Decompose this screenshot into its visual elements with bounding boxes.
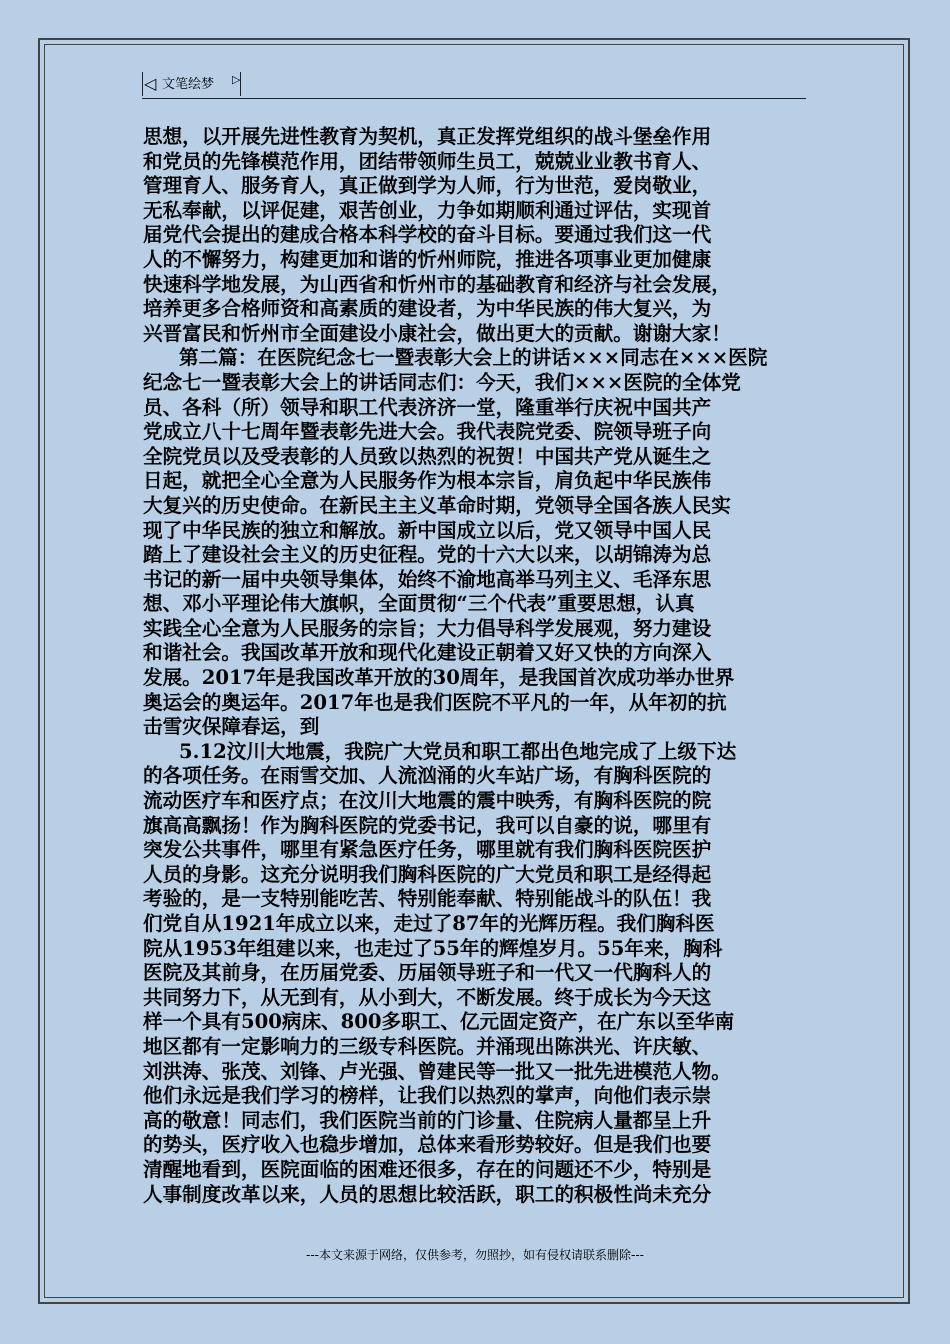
body-line: 共同努力下，从无到有，从小到大，不断发展。终于成长为今天这 <box>143 985 712 1009</box>
body-line: 书记的新一届中央领导集体，始终不渝地高举马列主义、毛泽东思 <box>143 567 712 591</box>
body-line: 旗高高飘扬！作为胸科医院的党委书记，我可以自豪的说，哪里有 <box>143 813 712 837</box>
body-line: 兴晋富民和忻州市全面建设小康社会，做出更大的贡献。谢谢大家！ <box>143 321 731 345</box>
body-line: 他们永远是我们学习的榜样，让我们以热烈的掌声，向他们表示崇 <box>143 1084 712 1108</box>
body-line: 快速科学地发展，为山西省和忻州市的基础教育和经济与社会发展， <box>143 272 731 296</box>
body-line: 流动医疗车和医疗点；在汶川大地震的震中映秀，有胸科医院的院 <box>143 789 712 813</box>
triangle-right-icon: ▷ <box>232 73 241 86</box>
body-line: 突发公共事件，哪里有紧急医疗任务，哪里就有我们胸科医院医护 <box>143 838 712 862</box>
body-line: 击雪灾保障春运，到 <box>143 715 320 739</box>
page-header <box>142 70 806 99</box>
body-line: 医院及其前身，在历届党委、历届领导班子和一代又一代胸科人的 <box>143 961 712 985</box>
body-line: 地区都有一定影响力的三级专科医院。并涌现出陈洪光、许庆敏、 <box>143 1034 712 1058</box>
body-line: 高的敬意！同志们，我们医院当前的门诊量、住院病人量都呈上升 <box>143 1108 712 1132</box>
body-line: 无私奉献，以评促建，艰苦创业，力争如期顺利通过评估，实现首 <box>143 198 712 222</box>
body-line: 思想，以开展先进性教育为契机，真正发挥党组织的战斗堡垒作用 <box>143 125 712 148</box>
body-line: 和党员的先锋模范作用，团结带领师生员工，兢兢业业教书育人、 <box>143 149 712 173</box>
body-line: 的各项任务。在雨雪交加、人流汹涌的火车站广场，有胸科医院的 <box>143 764 712 788</box>
body-line: 大复兴的历史使命。在新民主主义革命时期，党领导全国各族人民实 <box>143 493 731 517</box>
body-line: 员、各科（所）领导和职工代表济济一堂，隆重举行庆祝中国共产 <box>143 395 712 419</box>
body-line: 实践全心全意为人民服务的宗旨；大力倡导科学发展观，努力建设 <box>143 616 712 640</box>
body-line: 现了中华民族的独立和解放。新中国成立以后，党又领导中国人民 <box>143 518 712 542</box>
body-line: 人员的身影。这充分说明我们胸科医院的广大党员和职工是经得起 <box>143 862 712 886</box>
body-line: 样一个具有500病床、800多职工、亿元固定资产，在广东以至华南 <box>143 1010 735 1034</box>
body-line: 奥运会的奥运年。2017年也是我们医院不平凡的一年，从年初的抗 <box>143 690 727 714</box>
body-line: 清醒地看到，医院面临的困难还很多，存在的问题还不少，特别是 <box>143 1157 712 1181</box>
body-line: 全院党员以及受表彰的人员致以热烈的祝贺！中国共产党从诞生之 <box>143 444 712 468</box>
body-line: 踏上了建设社会主义的历史征程。党的十六大以来，以胡锦涛为总 <box>143 543 712 567</box>
body-line: 党成立八十七周年暨表彰先进大会。我代表院党委、院领导班子向 <box>143 420 712 444</box>
body-line: 刘洪涛、张茂、刘锋、卢光强、曾建民等一批又一批先进模范人物。 <box>143 1059 731 1083</box>
header-left-bar <box>142 72 143 96</box>
body-line: 培养更多合格师资和高素质的建设者，为中华民族的伟大复兴，为 <box>143 297 712 321</box>
body-line: 人事制度改革以来，人员的思想比较活跃，职工的积极性尚未充分 <box>143 1182 712 1206</box>
body-line: 考验的，是一支特别能吃苦、特别能奉献、特别能战斗的队伍！我 <box>143 887 712 911</box>
body-line: 们党自从1921年成立以来，走过了87年的光辉历程。我们胸科医 <box>143 912 715 935</box>
paragraph-start-line: 5.12汶川大地震，我院广大党员和职工都出色地完成了上级下达 <box>179 739 737 763</box>
triangle-left-icon: ◁ <box>144 74 157 93</box>
section-heading-line: 第二篇：在医院纪念七一暨表彰大会上的讲话×××同志在×××医院 <box>179 346 768 370</box>
body-line: 和谐社会。我国改革开放和现代化建设正朝着又好又快的方向深入 <box>143 641 712 665</box>
body-line: 院从1953年组建以来，也走过了55年的辉煌岁月。55年来，胸科 <box>143 936 723 960</box>
body-line: 日起，就把全心全意为人民服务作为根本宗旨，肩负起中华民族伟 <box>143 469 712 493</box>
body-line: 管理育人、服务育人，真正做到学为人师，行为世范，爱岗敬业， <box>143 174 712 198</box>
body-line: 的势头，医疗收入也稳步增加，总体来看形势较好。但是我们也要 <box>143 1133 712 1157</box>
header-right-bar <box>240 72 241 96</box>
body-line: 纪念七一暨表彰大会上的讲话同志们：今天，我们×××医院的全体党 <box>143 370 741 394</box>
header-logo-text: 文笔绘梦 <box>162 77 215 92</box>
body-line: 人的不懈努力，构建更加和谐的忻州师院，推进各项事业更加健康 <box>143 247 712 271</box>
body-line: 届党代会提出的建成合格本科学校的奋斗目标。要通过我们这一代 <box>143 223 712 247</box>
body-line: 想、邓小平理论伟大旗帜，全面贯彻“三个代表”重要思想，认真 <box>143 592 695 616</box>
footer-disclaimer: ---本文来源于网络，仅供参考，勿照抄，如有侵权请联系删除--- <box>306 1248 644 1262</box>
document-body <box>143 125 813 1207</box>
body-line: 发展。2017年是我国改革开放的30周年，是我国首次成功举办世界 <box>143 666 735 690</box>
